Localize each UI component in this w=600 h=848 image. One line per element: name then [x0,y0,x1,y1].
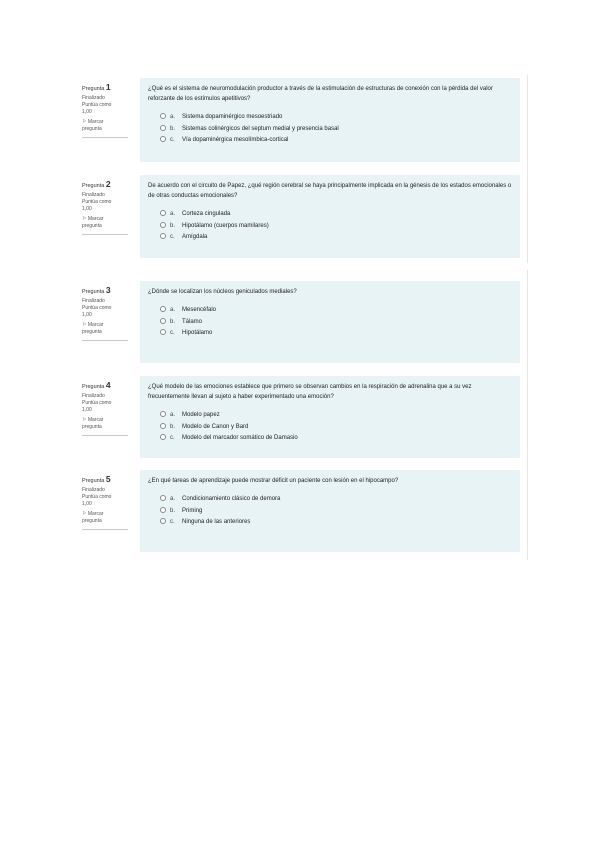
answer-option[interactable]: a. Mesencéfalo [160,305,520,317]
answer-options [140,305,520,340]
radio-button[interactable] [160,233,166,239]
radio-button[interactable] [160,210,166,216]
answer-options [140,112,520,147]
answer-option[interactable]: b. Sistemas colinérgicos del septum medial y presencia basal [160,124,520,136]
question-text: ¿En qué tareas de aprendizaje puede mostrar déficit un paciente con lesión en el hipocampo? [148,478,399,484]
page-divider-line [527,75,528,263]
answer-option[interactable]: b. Modelo de Canon y Bard [160,422,520,434]
radio-button[interactable] [160,136,166,142]
flag-icon: ⚐ [82,322,87,328]
radio-button[interactable] [160,113,166,119]
flag-icon: ⚐ [82,119,87,125]
radio-button[interactable] [160,518,166,524]
flag-question-link[interactable]: ⚐ Marcar pregunta [82,417,104,430]
radio-button[interactable] [160,306,166,312]
answer-option[interactable]: a. Modelo papez [160,410,520,422]
answer-option[interactable]: a. Corteza cingulada [160,209,520,221]
question-score-value: 1,00 [82,501,92,507]
answer-options [140,494,520,529]
question-score-value: 1,00 [82,312,92,318]
radio-button[interactable] [160,125,166,131]
question-score-label: Puntúa como [82,400,112,406]
question-number: Pregunta 2 [82,179,111,189]
question-text: ¿Dónde se localizan los núcleos geniculados mediales? [148,289,297,295]
answer-option[interactable]: c. Vía dopaminérgica mesolímbica-cortical [160,135,520,147]
flag-question-link[interactable]: ⚐ Marcar pregunta [82,322,104,335]
flag-icon: ⚐ [82,417,87,423]
answer-option[interactable]: c. Amígdala [160,232,520,244]
question-score-value: 1,00 [82,206,92,212]
question-text: ¿Qué es el sistema de neuromodulación productor a través de la estimulación de estructuras de conexión con la pérdida del valor reforzante de los estímulos apetitivos? [148,86,493,102]
flag-question-link[interactable]: ⚐ Marcar pregunta [82,511,104,524]
flag-icon: ⚐ [82,216,87,222]
question-status: Finalizado [82,487,105,493]
page-divider-line [527,270,528,560]
question-content [140,470,520,552]
question-content [140,281,520,363]
question-info [82,179,128,235]
radio-button[interactable] [160,434,166,440]
answer-options [140,209,520,244]
question-number: Pregunta 1 [82,82,111,92]
answer-options [140,410,520,445]
answer-option[interactable]: c. Modelo del marcador somático de Damasio [160,433,520,445]
question-number: Pregunta 3 [82,285,111,295]
flag-icon: ⚐ [82,511,87,517]
question-score-label: Puntúa como [82,199,112,205]
question-info [82,380,128,436]
radio-button[interactable] [160,411,166,417]
question-score-label: Puntúa como [82,305,112,311]
question-score-label: Puntúa como [82,494,112,500]
question-score-label: Puntúa como [82,102,112,108]
answer-option[interactable]: b. Tálamo [160,317,520,329]
question-status: Finalizado [82,95,105,101]
answer-option[interactable]: b. Hipotálamo (cuerpos mamilares) [160,221,520,233]
radio-button[interactable] [160,222,166,228]
radio-button[interactable] [160,495,166,501]
question-status: Finalizado [82,192,105,198]
radio-button[interactable] [160,423,166,429]
question-content [140,376,520,458]
question-status: Finalizado [82,298,105,304]
question-number: Pregunta 4 [82,380,111,390]
question-info [82,285,128,341]
question-score-value: 1,00 [82,109,92,115]
radio-button[interactable] [160,318,166,324]
question-content [140,175,520,258]
flag-question-link[interactable]: ⚐ Marcar pregunta [82,119,104,132]
question-score-value: 1,00 [82,407,92,413]
answer-option[interactable]: c. Hipotálamo [160,328,520,340]
question-number: Pregunta 5 [82,474,111,484]
question-status: Finalizado [82,393,105,399]
answer-option[interactable]: a. Condicionamiento clásico de demora [160,494,520,506]
flag-question-link[interactable]: ⚐ Marcar pregunta [82,216,104,229]
radio-button[interactable] [160,329,166,335]
question-text: ¿Qué modelo de las emociones establece que primero se observan cambios en la respiración de adrenalina que a su vez frecuentemente llevan al sujeto a haber experimentado una emoción? [148,384,472,400]
question-info [82,474,128,530]
question-content [140,78,520,162]
answer-option[interactable]: c. Ninguna de las anteriores [160,517,520,529]
radio-button[interactable] [160,507,166,513]
question-info [82,82,128,138]
answer-option[interactable]: a. Sistema dopaminérgico mesoestriado [160,112,520,124]
question-text: De acuerdo con el circuito de Papez, ¿qué región cerebral se haya principalmente implicada en la génesis de los estados emocionales o de otras conductas emocionales? [148,183,512,199]
answer-option[interactable]: b. Priming [160,506,520,518]
